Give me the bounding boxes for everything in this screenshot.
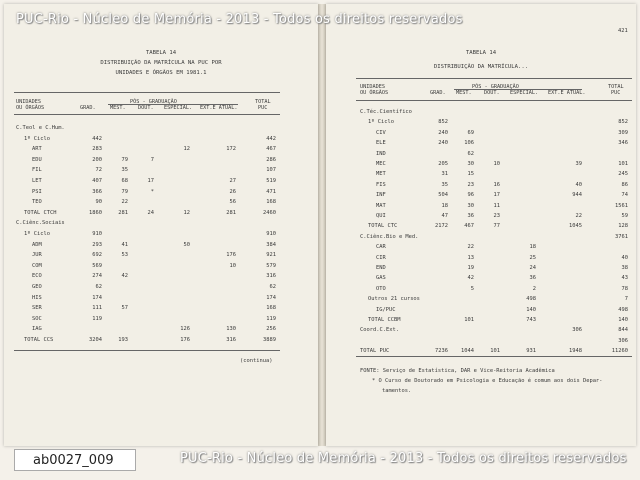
cell-total: 467: [266, 146, 276, 153]
cell-espec: 498: [526, 296, 536, 303]
cell-total: 101: [618, 161, 628, 167]
table-row: [4, 284, 318, 293]
cell-dout: 10: [493, 161, 500, 167]
cell-dout: *: [150, 188, 154, 195]
row-label: TOTAL PUC: [360, 348, 390, 355]
cell-mest: 193: [118, 337, 128, 343]
cell-ext: 176: [226, 252, 236, 259]
cell-total: 168: [266, 199, 276, 206]
cell-total: 844: [618, 327, 628, 334]
row-label: CAR: [376, 244, 386, 251]
left-page: [4, 4, 318, 446]
cell-mest: 5: [470, 285, 474, 292]
header-bottom-rule: [356, 100, 632, 101]
cell-total: 579: [266, 262, 276, 269]
row-label: TEO: [32, 199, 42, 206]
cell-mest: 467: [464, 223, 474, 230]
cell-ext: 22: [575, 213, 582, 219]
cell-mest: 13: [467, 254, 474, 261]
cell-total: 3761: [615, 233, 628, 240]
row-label: MEC: [376, 161, 386, 167]
row-label: Coord.C.Ext.: [360, 327, 399, 334]
table-bottom-rule: [14, 350, 280, 351]
table-row: [4, 189, 318, 198]
cell-grad: 31: [441, 171, 448, 178]
cell-total: 86: [621, 181, 628, 188]
cell-grad: 274: [92, 273, 102, 280]
table-row: [4, 136, 318, 145]
cell-total: 910: [266, 231, 276, 237]
table-row: [4, 167, 318, 176]
table-subtitle: DISTRIBUIÇÃO DA MATRÍCULA...: [433, 64, 529, 70]
cell-espec: 126: [180, 326, 190, 333]
cell-grad: 366: [92, 188, 102, 195]
cell-mest: 19: [467, 265, 474, 271]
cell-espec: 36: [529, 275, 536, 282]
cell-mest: 22: [121, 199, 128, 206]
header-grad: GRAD.: [430, 90, 446, 96]
cell-espec: 176: [180, 337, 190, 343]
cell-total: 128: [618, 223, 628, 230]
table-row: [4, 295, 318, 304]
cell-grad: 3204: [89, 337, 102, 343]
row-label: PSI: [32, 188, 42, 195]
watermark-top: PUC-Rio - Núcleo de Memória - 2013 - Todos os direitos reservados: [16, 12, 463, 27]
cell-grad: 293: [92, 241, 102, 248]
cell-grad: 240: [438, 140, 448, 147]
header-units-2: OU ÓRGÃOS: [360, 90, 389, 96]
cell-mest: 106: [464, 140, 474, 147]
header-ext: EXT.E ATUAL.: [200, 105, 238, 111]
header-grad: GRAD.: [80, 105, 96, 111]
cell-mest: 1044: [461, 348, 474, 355]
table-subtitle-line-1: DISTRIBUIÇÃO DA MATRÍCULA NA PUC POR: [100, 60, 222, 66]
cell-total: 498: [618, 306, 628, 313]
cell-mest: 96: [467, 192, 474, 199]
cell-dout: 16: [493, 181, 500, 188]
table-row: [4, 199, 318, 208]
table-row: [4, 316, 318, 325]
header-mest: MEST.: [110, 105, 126, 111]
cell-total: 519: [266, 178, 276, 184]
header-pos-graduacao: PÓS - GRADUAÇÃO: [130, 99, 177, 105]
cell-dout: 17: [493, 192, 500, 199]
row-label: IAG: [32, 326, 42, 333]
cell-total: 59: [621, 213, 628, 219]
cell-total: 7: [624, 296, 628, 303]
table-row: [326, 275, 636, 284]
cell-grad: 910: [92, 231, 102, 237]
row-label: TOTAL CCBM: [368, 317, 401, 323]
header-total: TOTAL: [255, 99, 271, 105]
row-label: 1º Ciclo: [24, 231, 50, 237]
cell-grad: 18: [441, 202, 448, 209]
cell-ext: 40: [575, 181, 582, 188]
table-row: [4, 210, 318, 219]
cell-mest: 36: [467, 213, 474, 219]
table-row: [326, 338, 636, 347]
cell-total: 2460: [263, 209, 276, 216]
cell-grad: 504: [438, 192, 448, 199]
cell-ext: 172: [226, 146, 236, 153]
row-label: ECO: [32, 273, 42, 280]
table-row: [326, 192, 636, 201]
row-label: ELE: [376, 140, 386, 147]
table-row: [4, 220, 318, 229]
cell-mest: 68: [121, 178, 128, 184]
table-title: TABELA 14: [465, 50, 497, 56]
header-mest: MEST.: [456, 90, 472, 96]
cell-mest: 22: [467, 244, 474, 251]
cell-espec: 25: [529, 254, 536, 261]
cell-grad: 442: [92, 135, 102, 142]
table-row: [326, 151, 636, 160]
cell-mest: 15: [467, 171, 474, 178]
table-row: [326, 130, 636, 139]
row-label: C.Teol e C.Hum.: [16, 125, 65, 131]
table-row: [4, 273, 318, 282]
document-id-label: ab0027_009: [14, 449, 136, 471]
table-bottom-rule: [356, 356, 632, 357]
table-row: [326, 119, 636, 128]
row-label: MAT: [376, 202, 386, 209]
header-espec: ESPECIAL.: [510, 90, 539, 96]
row-label: CIV: [376, 129, 386, 136]
row-label: INF: [376, 192, 386, 199]
footnote-doctorate-cont: tamentos.: [382, 388, 412, 394]
continua-label: (continua): [240, 358, 273, 364]
cell-total: 74: [621, 192, 628, 199]
table-row: [4, 326, 318, 335]
cell-total: 40: [621, 254, 628, 261]
cell-mest: 35: [121, 167, 128, 174]
table-row: [326, 317, 636, 326]
header-dout: DOUT.: [138, 105, 154, 111]
cell-grad: 240: [438, 129, 448, 136]
cell-grad: 569: [92, 262, 102, 269]
row-label: ADM: [32, 241, 42, 248]
cell-mest: 53: [121, 252, 128, 259]
table-row: [326, 307, 636, 316]
cell-dout: 77: [493, 223, 500, 230]
cell-grad: 119: [92, 315, 102, 322]
row-label: QUI: [376, 213, 386, 219]
row-label: LET: [32, 178, 42, 184]
header-top-rule: [356, 78, 632, 79]
cell-grad: 62: [95, 284, 102, 290]
header-dout: DOUT.: [484, 90, 500, 96]
cell-total: 119: [266, 315, 276, 322]
cell-ext: 27: [229, 178, 236, 184]
cell-espec: 140: [526, 306, 536, 313]
cell-grad: 47: [441, 213, 448, 219]
row-label: 1º Ciclo: [368, 119, 394, 126]
cell-total: 1561: [615, 202, 628, 209]
cell-mest: 79: [121, 156, 128, 163]
row-label: 1º Ciclo: [24, 135, 50, 142]
table-row: [326, 286, 636, 295]
row-label: TOTAL CCS: [24, 337, 54, 343]
cell-ext: 39: [575, 161, 582, 167]
table-row: [326, 140, 636, 149]
cell-total: 256: [266, 326, 276, 333]
row-label: CIR: [376, 254, 386, 261]
header-ext: EXT.E ATUAL.: [548, 90, 586, 96]
cell-total: 62: [269, 284, 276, 290]
cell-grad: 205: [438, 161, 448, 167]
row-label: C.Ciênc.Sociais: [16, 220, 65, 227]
table-row: [326, 161, 636, 170]
book-gutter: [318, 4, 326, 446]
row-label: COM: [32, 262, 42, 269]
cell-total: 346: [618, 140, 628, 147]
cell-ext: 10: [229, 262, 236, 269]
cell-grad: 407: [92, 178, 102, 184]
cell-total: 168: [266, 305, 276, 312]
header-pos-graduacao: PÓS - GRADUAÇÃO: [472, 84, 519, 90]
table-row: [4, 178, 318, 187]
cell-total: 316: [266, 273, 276, 280]
table-row: [326, 203, 636, 212]
row-label: IG/PUC: [376, 306, 396, 313]
table-row: [4, 263, 318, 272]
row-label: ART: [32, 146, 42, 153]
cell-ext: 281: [226, 209, 236, 216]
cell-ext: 306: [572, 327, 582, 334]
table-row: [326, 213, 636, 222]
cell-total: 78: [621, 285, 628, 292]
header-units: UNIDADES: [360, 84, 385, 90]
cell-mest: 42: [121, 273, 128, 280]
cell-espec: 24: [529, 265, 536, 271]
cell-total: 107: [266, 167, 276, 174]
row-label: C.Téc.Científico: [360, 109, 412, 115]
right-page: [326, 4, 636, 446]
cell-mest: 41: [121, 241, 128, 248]
cell-total: 174: [266, 294, 276, 301]
row-label: TOTAL CTC: [368, 223, 398, 230]
cell-total: 140: [618, 317, 628, 323]
cell-grad: 692: [92, 252, 102, 259]
cell-dout: 23: [493, 213, 500, 219]
row-label: JUR: [32, 252, 42, 259]
cell-total: 38: [621, 265, 628, 271]
table-row: [4, 337, 318, 346]
cell-espec: 743: [526, 317, 536, 323]
header-total-puc: PUC: [258, 105, 268, 111]
cell-ext: 1045: [569, 223, 582, 230]
cell-mest: 101: [464, 317, 474, 323]
cell-mest: 281: [118, 209, 128, 216]
cell-grad: 35: [441, 181, 448, 188]
cell-grad: 90: [95, 199, 102, 206]
cell-grad: 72: [95, 167, 102, 174]
row-label: IND: [376, 150, 386, 157]
row-label: C.Ciênc.Bio e Med.: [360, 233, 419, 240]
row-label: FIS: [376, 181, 386, 188]
cell-dout: 17: [147, 178, 154, 184]
cell-grad: 7236: [435, 348, 448, 355]
cell-grad: 283: [92, 146, 102, 153]
row-label: GEO: [32, 284, 42, 290]
table-row: [4, 146, 318, 155]
table-row: [326, 244, 636, 253]
row-label: HIS: [32, 294, 42, 301]
table-row: [326, 296, 636, 305]
cell-mest: 30: [467, 161, 474, 167]
watermark-bottom: PUC-Rio - Núcleo de Memória - 2013 - Todos os direitos reservados: [180, 451, 627, 466]
cell-grad: 200: [92, 156, 102, 163]
cell-espec: 2: [532, 285, 536, 292]
cell-total: 442: [266, 135, 276, 142]
row-label: TOTAL CTCH: [24, 209, 57, 216]
cell-dout: 24: [147, 209, 154, 216]
cell-ext: 26: [229, 188, 236, 195]
table-row: [326, 171, 636, 180]
cell-espec: 931: [526, 348, 536, 355]
cell-mest: 62: [467, 150, 474, 157]
cell-mest: 79: [121, 188, 128, 195]
header-units: UNIDADES: [16, 99, 41, 105]
cell-dout: 7: [150, 156, 154, 163]
cell-total: 471: [266, 188, 276, 195]
row-label: FIL: [32, 167, 42, 174]
cell-ext: 130: [226, 326, 236, 333]
cell-dout: 11: [493, 202, 500, 209]
header-units-2: OU ÓRGÃOS: [16, 105, 45, 111]
cell-grad: 2172: [435, 223, 448, 230]
footnote-doctorate: * O Curso de Doutorado em Psicologia e Educação é comum aos dois Depar-: [372, 378, 603, 384]
cell-ext: 56: [229, 199, 236, 206]
header-total-puc: PUC: [611, 90, 621, 96]
page-number: 421: [618, 28, 628, 34]
cell-total: 852: [618, 119, 628, 126]
table-row: [326, 109, 636, 118]
cell-mest: 57: [121, 305, 128, 312]
row-label: EDU: [32, 156, 42, 163]
cell-espec: 12: [183, 146, 190, 153]
cell-total: 43: [621, 275, 628, 282]
cell-grad: 174: [92, 294, 102, 301]
cell-grad: 111: [92, 305, 102, 312]
table-row: [326, 265, 636, 274]
table-row: [4, 252, 318, 261]
header-bottom-rule: [14, 114, 280, 115]
cell-total: 309: [618, 129, 628, 136]
table-row: [326, 255, 636, 264]
table-row: [326, 182, 636, 191]
table-row: [4, 242, 318, 251]
cell-espec: 50: [183, 241, 190, 248]
cell-total: 286: [266, 156, 276, 163]
cell-mest: 42: [467, 275, 474, 282]
cell-espec: 12: [183, 209, 190, 216]
table-subtitle-line-2: UNIDADES E ÓRGÃOS EM 1981.1: [115, 70, 207, 76]
row-label: SER: [32, 305, 42, 312]
table-row: [4, 157, 318, 166]
row-label: MET: [376, 171, 386, 178]
cell-ext: 1948: [569, 348, 582, 355]
cell-espec: 18: [529, 244, 536, 251]
cell-grad: 1860: [89, 209, 102, 216]
table-row: [326, 223, 636, 232]
table-row: [326, 234, 636, 243]
row-label: SOC: [32, 315, 42, 322]
header-total: TOTAL: [608, 84, 624, 90]
cell-dout: 101: [490, 348, 500, 355]
cell-total: 3889: [263, 337, 276, 343]
table-row: [4, 305, 318, 314]
cell-total: 11260: [611, 348, 628, 355]
row-label: OTO: [376, 285, 386, 292]
cell-grad: 852: [438, 119, 448, 126]
cell-total: 245: [618, 171, 628, 178]
cell-mest: 30: [467, 202, 474, 209]
row-label: Outros 21 cursos: [368, 296, 420, 303]
cell-ext: 316: [226, 337, 236, 343]
cell-mest: 69: [467, 129, 474, 136]
footnote-source: FONTE: Serviço de Estatística, DAR e Vice-Reitoria Acadêmica: [360, 368, 555, 374]
table-row: [4, 231, 318, 240]
header-espec: ESPECIAL.: [164, 105, 193, 111]
cell-total: 384: [266, 241, 276, 248]
table-row: [4, 125, 318, 134]
cell-mest: 23: [467, 181, 474, 188]
cell-total: 306: [618, 337, 628, 344]
row-label: END: [376, 265, 386, 271]
cell-total: 921: [266, 252, 276, 259]
row-label: GAS: [376, 275, 386, 282]
header-top-rule: [14, 92, 280, 93]
table-title: TABELA 14: [145, 50, 177, 56]
cell-ext: 944: [572, 192, 582, 199]
table-row: [326, 327, 636, 336]
